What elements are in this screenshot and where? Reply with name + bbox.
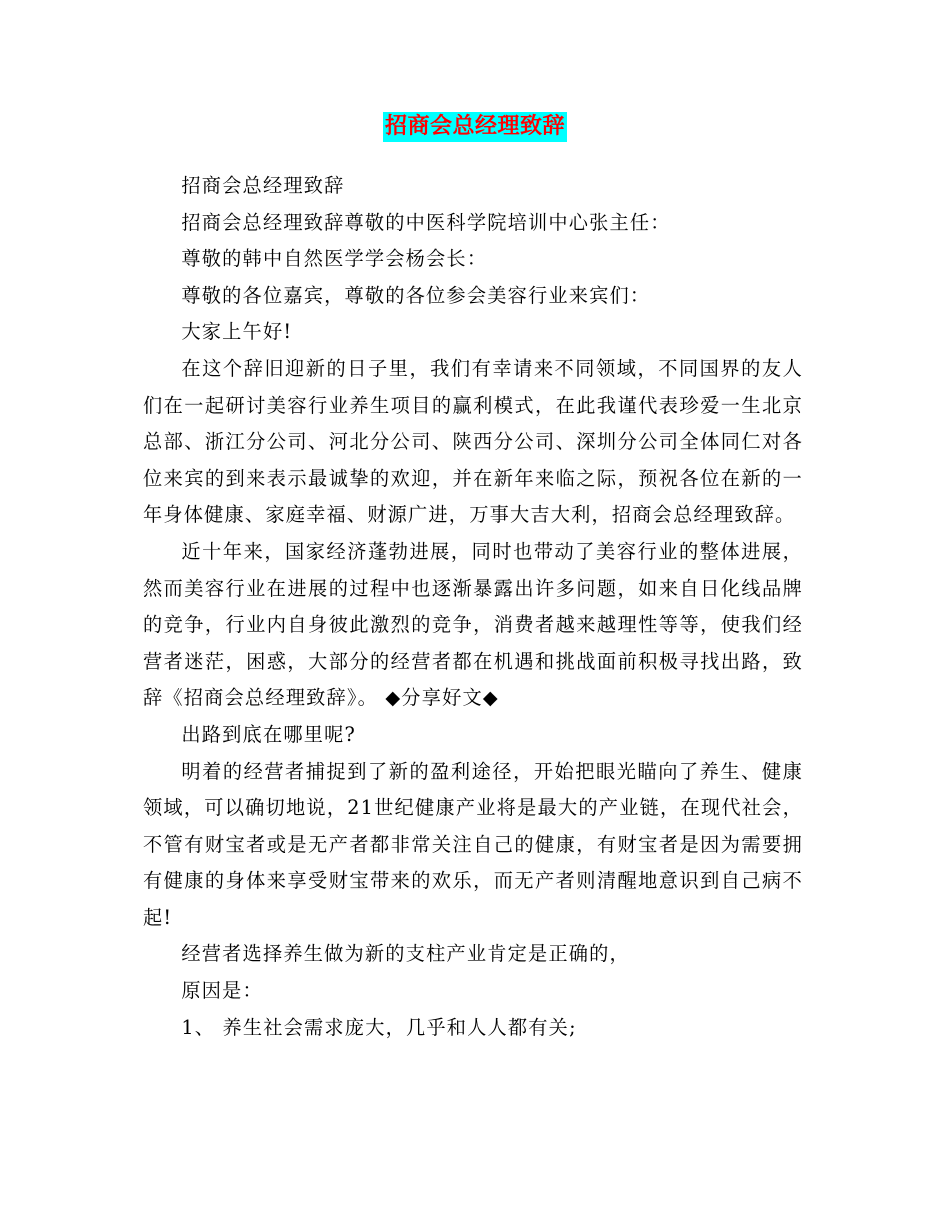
paragraph: 原因是： bbox=[181, 979, 263, 1003]
paragraph: 大家上午好! bbox=[181, 320, 293, 344]
document-body bbox=[143, 168, 803, 1046]
paragraph: 近十年来，国家经济蓬勃进展，同时也带动了美容行业的整体进展，然而美容行业在进展的过程中也逐渐暴露出许多问题，如来自日化线品牌的竞争，行业内自身彼此激烈的竞争，消费者越来越理性等等，使我们经营者迷茫，困惑，大部分的经营者都在机遇和挑战面前积极寻找出路，致辞《招商会总经理致辞》。 ◆分享好文◆ bbox=[143, 539, 803, 710]
paragraph: 在这个辞旧迎新的日子里，我们有幸请来不同领域，不同国界的友人们在一起研讨美容行业养生项目的赢利模式，在此我谨代表珍爱一生北京总部、浙江分公司、河北分公司、陕西分公司、深圳分公司全体同仁对各位来宾的到来表示最诚挚的欢迎，并在新年来临之际，预祝各位在新的一年身体健康、家庭幸福、财源广进，万事大吉大利，招商会总经理致辞。 bbox=[143, 356, 803, 527]
paragraph: 招商会总经理致辞尊敬的中医科学院培训中心张主任： bbox=[181, 210, 671, 234]
paragraph: 1、 养生社会需求庞大，几乎和人人都有关; bbox=[181, 1015, 577, 1039]
paragraph: 尊敬的各位嘉宾，尊敬的各位参会美容行业来宾们： bbox=[181, 283, 651, 307]
paragraph: 招商会总经理致辞 bbox=[181, 174, 345, 197]
document-title: 招商会总经理致辞 bbox=[383, 112, 567, 142]
paragraph: 经营者选择养生做为新的支柱产业肯定是正确的， bbox=[181, 942, 630, 966]
paragraph: 明着的经营者捕捉到了新的盈利途径，开始把眼光瞄向了养生、健康领域，可以确切地说，21世纪健康产业将是最大的产业链，在现代社会，不管有财宝者或是无产者都非常关注自己的健康，有财宝者是因为需要拥有健康的身体来享受财宝带来的欢乐，而无产者则清醒地意识到自己病不起! bbox=[143, 759, 803, 929]
paragraph: 出路到底在哪里呢? bbox=[181, 722, 356, 746]
title-container bbox=[0, 112, 950, 142]
paragraph: 尊敬的韩中自然医学学会杨会长： bbox=[181, 247, 488, 271]
